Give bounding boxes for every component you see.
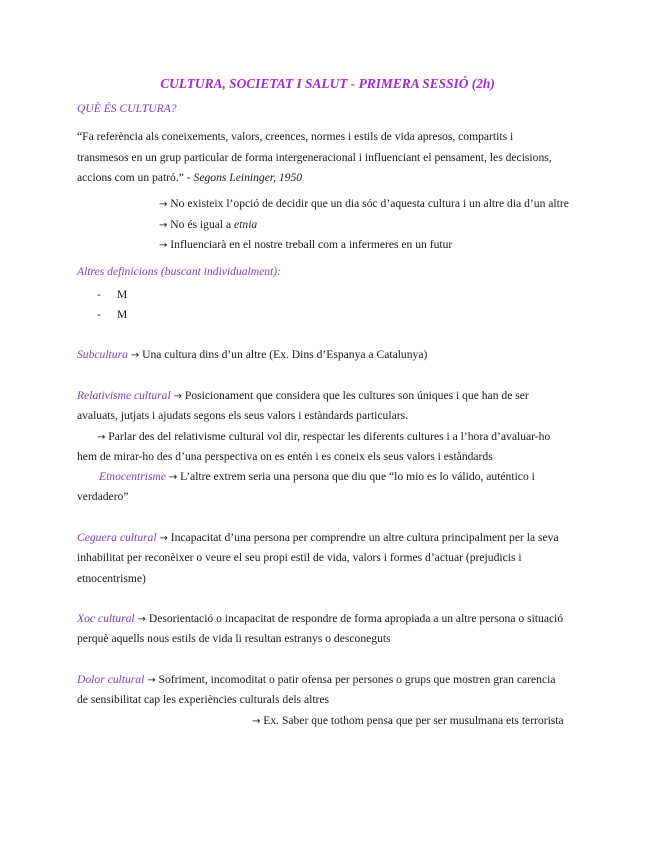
definition-text: Sofriment, incomoditat o patir ofensa per persones o grups que mostren gran carencia	[155, 673, 556, 686]
dash-bullet: -	[97, 308, 101, 321]
arrow-icon: →	[159, 240, 168, 251]
ceguera-definition	[77, 531, 559, 544]
arrow-icon: →	[97, 432, 106, 443]
term-ceguera-cultural: Ceguera cultural	[77, 531, 157, 544]
definition-quote-line-1: “Fa referència als coneixements, valors, creences, normes i estils de vida apresos, compartits i	[77, 130, 514, 143]
page-title: CULTURA, SOCIETAT I SALUT - PRIMERA SESSIÓ (2h)	[160, 76, 495, 91]
bullet-arrow-item	[159, 218, 257, 231]
bullet-text: No és igual a	[170, 218, 235, 231]
arrow-icon: →	[159, 220, 168, 231]
definition-text: Posicionament que considera que les cultures son úniques i que han de ser	[182, 389, 529, 402]
bullet-arrow-item	[159, 238, 452, 251]
definition-text-line: hem de mirar-ho des d’una perspectiva on es entén i es coneix els seus valors i estàndards	[77, 450, 493, 463]
arrow-icon: →	[130, 350, 140, 361]
etnocentrisme-definition	[99, 470, 535, 483]
definition-text: Incapacitat d’una persona per comprendre un altre cultura principalment per la seva	[167, 531, 559, 544]
definition-text-line: de sensibilitat cap les experiències culturals dels altres	[77, 693, 330, 706]
term-relativisme-cultural: Relativisme cultural	[77, 389, 171, 402]
arrow-icon: →	[137, 614, 146, 625]
dolor-definition	[77, 673, 555, 686]
definition-text: Desorientació o incapacitat de respondre de forma apropiada a un altre persona o situació	[145, 612, 564, 625]
quote-source: Segons Leininger, 1950	[193, 171, 303, 184]
dash-bullet: -	[97, 288, 101, 301]
term-xoc-cultural: Xoc cultural	[77, 612, 135, 625]
section-heading-altres-definicions: Altres definicions (buscant individualment):	[77, 265, 282, 278]
term-dolor-cultural: Dolor cultural	[77, 673, 145, 686]
bullet-text: Influenciarà en el nostre treball com a infermeres en un futur	[170, 238, 453, 251]
definition-text: L’altre extrem seria una persona que diu que “lo mio es lo válido, auténtico i	[177, 470, 535, 483]
relativisme-definition	[77, 389, 529, 402]
xoc-definition	[77, 612, 563, 625]
definition-quote-line-2: transmesos en un grup particular de forma intergeneracional i influenciant el pensament, les decisions,	[77, 151, 552, 164]
definition-text-line: etnocentrisme)	[77, 572, 146, 585]
bullet-text: No existeix l’opció de decidir que un dia sóc d’aquesta cultura i un altre dia d’un altre	[170, 197, 569, 210]
definition-text: Una cultura dins d’un altre (Ex. Dins d’Espanya a Catalunya)	[139, 348, 428, 361]
arrow-icon: →	[173, 391, 182, 402]
dolor-example	[252, 714, 564, 727]
definition-text: Parlar des del relativisme cultural vol dir, respectar les diferents cultures i a l’hora d’avaluar-ho	[105, 430, 551, 443]
list-item-text: M	[117, 288, 128, 301]
bullet-arrow-item	[159, 197, 569, 210]
definition-text-line: inhabilitat per reconèixer o veure el seu propi estil de vida, valors i formes d’actuar (prejudicis i	[77, 551, 522, 564]
list-item	[97, 288, 101, 301]
example-text: Ex. Saber que tothom pensa que per ser musulmana ets terrorista	[260, 714, 564, 727]
term-etnocentrisme: Etnocentrisme	[99, 470, 166, 483]
definition-text-line: avaluats, jutjats i ajudats segons els seus valors i estàndards particulars.	[77, 409, 408, 422]
relativisme-subpoint	[97, 430, 550, 443]
arrow-icon: →	[168, 472, 178, 483]
definition-text-line: verdadero”	[77, 490, 129, 503]
term-subcultura: Subcultura	[77, 348, 128, 361]
definition-text-line: perquè aquells nous estils de vida li resultan estranys o desconeguts	[77, 632, 391, 645]
subcultura-definition	[77, 348, 427, 361]
arrow-icon: →	[147, 675, 156, 686]
list-item-text: M	[117, 308, 128, 321]
arrow-icon: →	[159, 533, 168, 544]
list-item	[97, 308, 101, 321]
quote-end: accions com un patró.” -	[77, 171, 194, 184]
section-heading-que-es-cultura: QUÈ ÉS CULTURA?	[77, 102, 177, 115]
arrow-icon: →	[252, 716, 261, 727]
bullet-italic-word: etnia	[234, 218, 258, 231]
definition-quote-line-3	[77, 171, 302, 184]
arrow-icon: →	[159, 199, 168, 210]
